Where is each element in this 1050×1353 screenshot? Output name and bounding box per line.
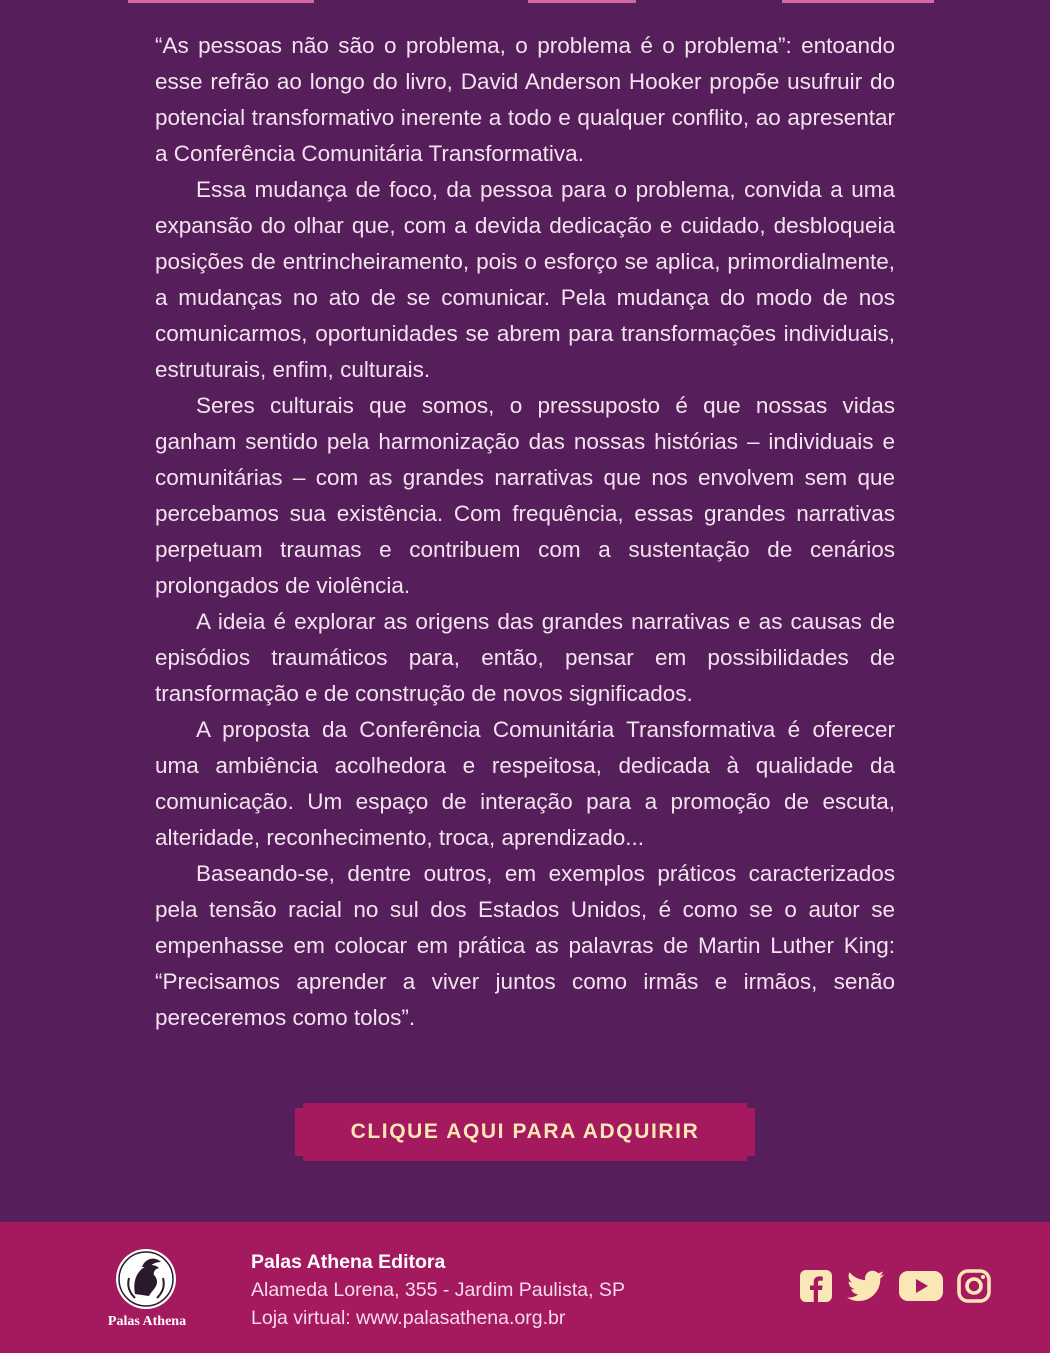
logo-text: Palas Athena: [107, 1314, 187, 1329]
paragraph: A proposta da Conferência Comunitária Transformativa é oferecer uma ambiência acolhedora e respeitosa, dedicada à qualidade da comunicação. Um espaço de interação para a promoção de escuta, alteridade, reconhecimento, troca, aprendizado...: [155, 717, 895, 850]
cta-ear-left: [295, 1108, 303, 1156]
book-description: [155, 28, 895, 1036]
cta-container: [295, 1103, 755, 1161]
publisher-logo[interactable]: [99, 1248, 195, 1338]
footer: [0, 1222, 1050, 1353]
twitter-icon[interactable]: [847, 1269, 885, 1303]
top-accent-right: [782, 0, 934, 3]
contact-info: [251, 1248, 625, 1332]
top-accent-left: [128, 0, 314, 3]
paragraph: Baseando-se, dentre outros, em exemplos práticos caracterizados pela tensão racial no sul dos Estados Unidos, é como se o autor se empenhasse em colocar em prática as palavras de Martin Luther King: “Precisamos aprender a viver juntos como irmãs e irmãos, senão pereceremos como tolos”.: [155, 861, 895, 1030]
instagram-icon[interactable]: [957, 1269, 991, 1303]
paragraph: Seres culturais que somos, o pressuposto é que nossas vidas ganham sentido pela harmonização das nossas histórias – individuais e comunitárias – com as grandes narrativas que nos envolvem sem que percebamos sua existência. Com frequência, essas grandes narrativas perpetuam traumas e contribuem com a sustentação de cenários prolongados de violência.: [155, 393, 895, 598]
top-accent-bar: [0, 0, 1050, 3]
top-accent-center: [528, 0, 636, 3]
paragraph: “As pessoas não são o problema, o problema é o problema”: entoando esse refrão ao longo do livro, David Anderson Hooker propõe usufruir do potencial transformativo inerente a todo e qualquer conflito, ao apresentar a Conferência Comunitária Transformativa.: [155, 33, 895, 166]
company-name: Palas Athena Editora: [251, 1251, 446, 1273]
paragraph: A ideia é explorar as origens das grandes narrativas e as causas de episódios traumáticos para, então, pensar em possibilidades de transformação e de construção de novos significados.: [155, 609, 895, 706]
buy-button[interactable]: CLIQUE AQUI PARA ADQUIRIR: [303, 1103, 747, 1161]
paragraph: Essa mudança de foco, da pessoa para o problema, convida a uma expansão do olhar que, com a devida dedicação e cuidado, desbloqueia posições de entrincheiramento, pois o esforço se aplica, primordialmente, a mudanças no ato de se comunicar. Pela mudança do modo de nos comunicarmos, oportunidades se abrem para transformações individuais, estruturais, enfim, culturais.: [155, 177, 895, 382]
youtube-icon[interactable]: [898, 1269, 944, 1303]
athena-emblem-icon: [115, 1248, 177, 1310]
store-link[interactable]: Loja virtual: www.palasathena.org.br: [251, 1307, 566, 1329]
cta-ear-right: [747, 1108, 755, 1156]
facebook-icon[interactable]: [799, 1269, 833, 1303]
address: Alameda Lorena, 355 - Jardim Paulista, SP: [251, 1279, 625, 1301]
